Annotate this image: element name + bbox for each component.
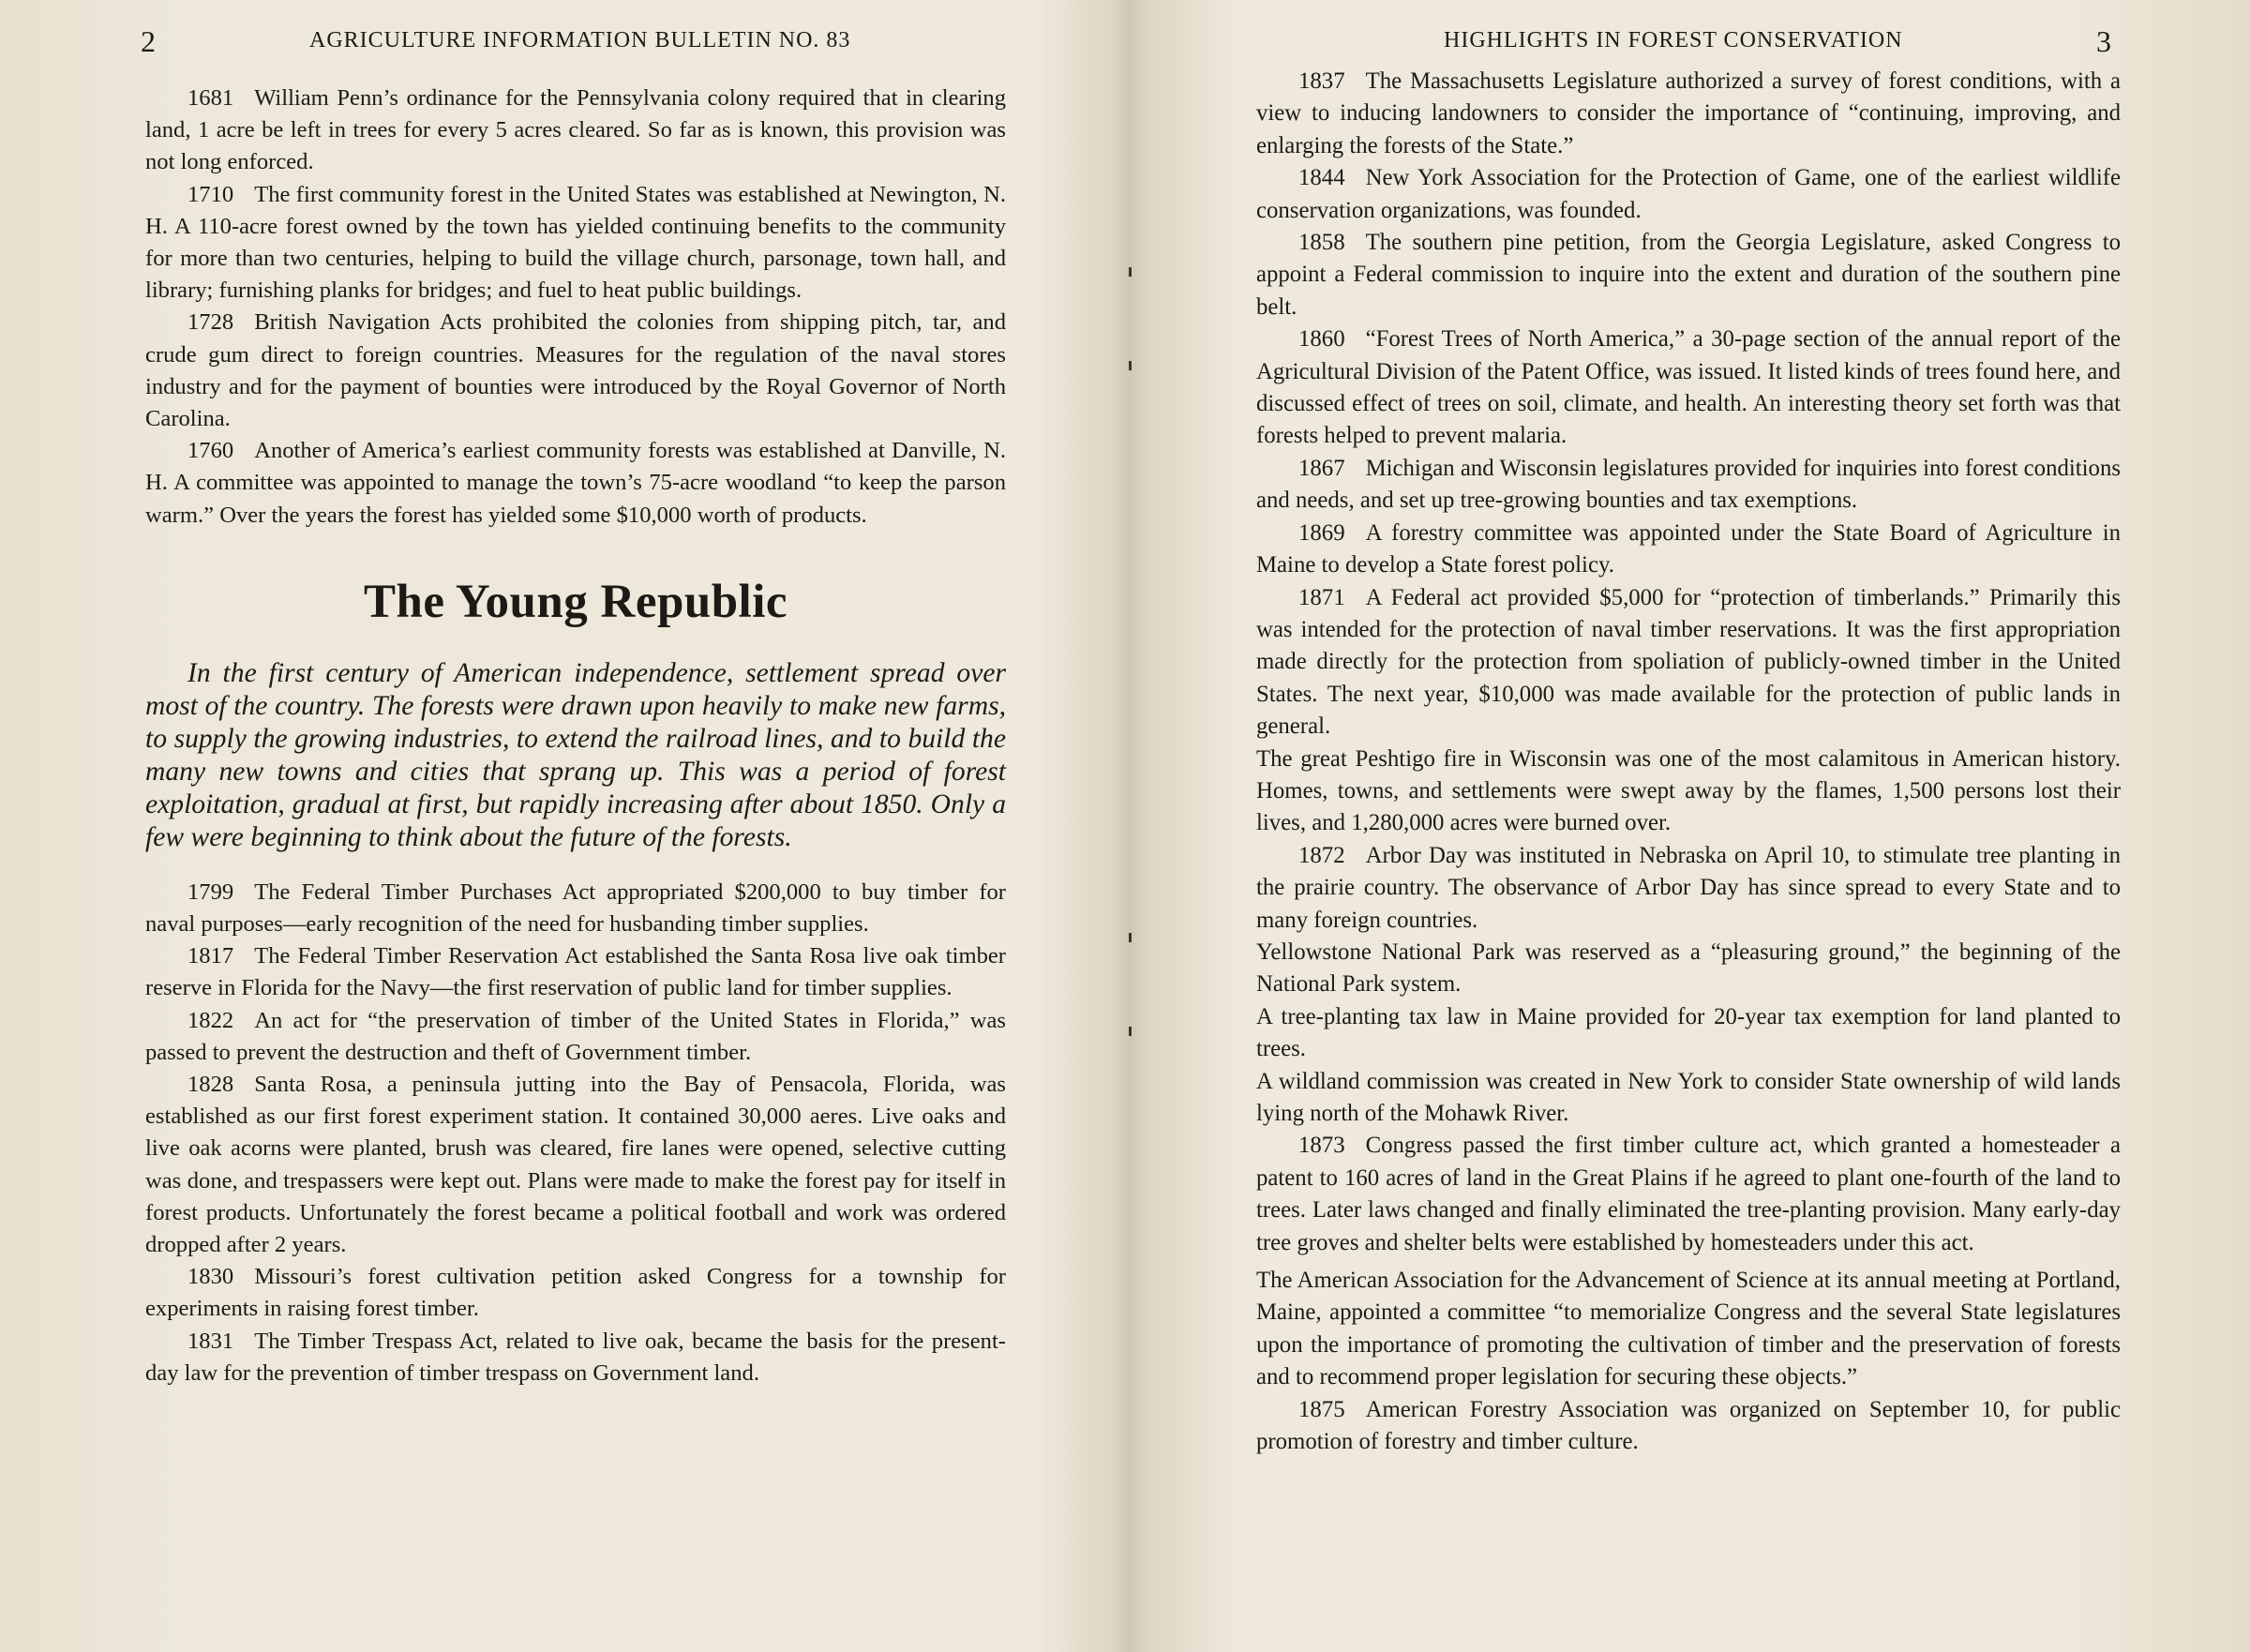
entry-text: “Forest Trees of North America,” a 30-page section of the annual report of the Agricultural Division of the Patent Office, was issued. It listed kinds of trees found here, and discussed effect of trees on soil, climate, and health. An interesting theory set forth was that forests helped to prevent malaria. — [1256, 326, 2121, 449]
timeline-entry — [1256, 453, 2121, 518]
entry-text: Missouri’s forest cultivation petition asked Congress for a township for experiments in raising forest timber. — [145, 1264, 1006, 1322]
entry-year: 1710 — [188, 181, 234, 207]
timeline-entry — [1256, 66, 2121, 162]
timeline-entry — [145, 1005, 1006, 1069]
page-number: 3 — [2096, 24, 2111, 58]
entry-text: A Federal act provided $5,000 for “protection of timberlands.” Primarily this was intended for the protection of naval timber reservations. It was the first appropriation made directly for the protection from spoliation of publicly-owned timber in the United States. The next year, $10,000 was made available for the protection of public lands in general. — [1256, 584, 2121, 740]
entry-text: An act for “the preservation of timber of the United States in Florida,” was passed to prevent the destruction and theft of Government timber. — [145, 1007, 1006, 1065]
entry-text: The Federal Timber Purchases Act appropriated $200,000 to buy timber for naval purposes—early recognition of the need for husbanding timber supplies. — [145, 879, 1006, 938]
entry-text: The American Association for the Advancement of Science at its annual meeting at Portland, Maine, appointed a committee “to memorialize Congress and the several State legislatures upon the importance of promoting the cultivation of timber and the preservation of forests and to recommend proper legislation for securing these objects.” — [1256, 1268, 2121, 1390]
timeline-entry — [145, 307, 1006, 435]
binding-mark — [1129, 361, 1132, 370]
entry-year: 1871 — [1298, 584, 1345, 610]
entry-year: 1872 — [1298, 842, 1345, 868]
entry-year: 1873 — [1298, 1133, 1345, 1159]
entry-year: 1837 — [1298, 68, 1345, 94]
entry-year: 1844 — [1298, 165, 1345, 191]
timeline-entry — [1256, 1130, 2121, 1259]
entry-text: The Timber Trespass Act, related to live oak, became the basis for the present-day law for the prevention of timber trespass on Government land. — [145, 1328, 1006, 1386]
entry-text: British Navigation Acts prohibited the colonies from shipping pitch, tar, and crude gum direct to foreign countries. Measures for the regulation of the naval stores industry and for the payment of bounties were introduced by the Royal Governor of North Carolina. — [145, 309, 1006, 432]
timeline-entry — [1256, 937, 2121, 1001]
entry-year: 1860 — [1298, 326, 1345, 353]
entries-bottom — [145, 877, 1006, 1389]
timeline-entry — [1256, 1394, 2121, 1459]
right-column — [1256, 66, 2121, 1458]
page-number: 2 — [141, 24, 156, 58]
entry-year: 1799 — [188, 879, 234, 905]
entry-text: The first community forest in the United States was established at Newington, N. H. A 110-acre forest owned by the town has yielded continuing benefits to the community for more than two centuries, helping to build the village church, parsonage, town hall, and library; furnishing planks for bridges; and fuel to heat public buildings. — [145, 181, 1006, 304]
timeline-entry — [1256, 1265, 2121, 1394]
entry-year: 1760 — [188, 438, 234, 464]
entry-year: 1728 — [188, 309, 234, 336]
entry-text: Arbor Day was instituted in Nebraska on April 10, to stimulate tree planting in the prairie country. The observance of Arbor Day has since spread to every State and to many foreign countries. — [1256, 842, 2121, 933]
timeline-entry — [1256, 227, 2121, 323]
entry-year: 1828 — [188, 1072, 234, 1098]
entry-text: Congress passed the first timber culture act, which granted a homesteader a patent to 160 acres of land in the Great Plains if he agreed to plant one-fourth of the land to trees. Later laws changed and finally eliminated the tree-planting provision. Many early-day tree groves and shelter belts were established by homesteaders under this act. — [1256, 1133, 2121, 1255]
entry-text: A wildland commission was created in New York to consider State ownership of wild lands lying north of the Mohawk River. — [1256, 1068, 2121, 1126]
timeline-entry — [1256, 518, 2121, 582]
entries-top — [145, 83, 1006, 532]
running-head: HIGHLIGHTS IN FOREST CONSERVATION — [1444, 28, 1903, 53]
timeline-entry — [145, 1326, 1006, 1389]
timeline-entry — [1256, 840, 2121, 937]
timeline-entry — [1256, 1001, 2121, 1066]
entry-text: Another of America’s earliest community forests was established at Danville, N. H. A committee was appointed to manage the town’s 75-acre woodland “to keep the parson warm.” Over the years the forest has yielded some $10,000 worth of products. — [145, 438, 1006, 528]
binding-mark — [1129, 267, 1132, 277]
timeline-entry — [1256, 582, 2121, 743]
entry-year: 1867 — [1298, 455, 1345, 481]
timeline-entry — [145, 877, 1006, 940]
timeline-entry — [1256, 1066, 2121, 1131]
entry-year: 1869 — [1298, 519, 1345, 546]
entry-text: William Penn’s ordinance for the Pennsylvania colony required that in clearing land, 1 acre be left in trees for every 5 acres cleared. So far as is known, this provision was not long enforced. — [145, 85, 1006, 175]
timeline-entry — [145, 1069, 1006, 1261]
entry-year: 1822 — [188, 1007, 234, 1033]
left-column — [145, 83, 1006, 1389]
timeline-entry — [145, 435, 1006, 532]
entry-text: Santa Rosa, a peninsula jutting into the Bay of Pensacola, Florida, was established as our first forest experiment station. It contained 30,000 aeres. Live oaks and live oak acorns were planted, brush was cleared, fire lanes were opened, selective cutting was done, and trespassers were kept out. Plans were made to make the forest pay for itself in forest products. Unfortunately the forest became a political football and work was ordered dropped after 2 years. — [145, 1072, 1006, 1258]
section-intro: In the first century of American independence, settlement spread over most of the country. The forests were drawn upon heavily to make new farms, to supply the growing industries, to extend the railroad lines, and to build the many new towns and cities that sprang up. This was a period of forest exploitation, gradual at first, but rapidly increasing after about 1850. Only a few were beginning to think about the future of the forests. — [145, 657, 1006, 852]
timeline-entry — [145, 83, 1006, 179]
timeline-entry — [145, 940, 1006, 1004]
entry-text: Yellowstone National Park was reserved as a “pleasuring ground,” the beginning of the National Park system. — [1256, 939, 2121, 998]
entry-text: The great Peshtigo fire in Wisconsin was one of the most calamitous in American history. Homes, towns, and settlements were swept away by the flames, 1,500 persons lost their lives, and 1,280,000 acres were burned over. — [1256, 745, 2121, 836]
running-head: AGRICULTURE INFORMATION BULLETIN NO. 83 — [309, 28, 851, 53]
entry-text: The Federal Timber Reservation Act established the Santa Rosa live oak timber reserve in Florida for the Navy—the first reservation of public land for timber supplies. — [145, 943, 1006, 1001]
entry-year: 1858 — [1298, 230, 1345, 256]
entry-text: Michigan and Wisconsin legislatures provided for inquiries into forest conditions and needs, and set up tree-growing bounties and tax exemptions. — [1256, 455, 2121, 514]
entry-year: 1830 — [188, 1264, 234, 1290]
entry-year: 1681 — [188, 85, 234, 111]
right-page — [1125, 0, 2250, 1652]
timeline-entry — [1256, 162, 2121, 227]
entry-text: The southern pine petition, from the Georgia Legislature, asked Congress to appoint a Federal commission to inquire into the extent and duration of the southern pine belt. — [1256, 230, 2121, 320]
timeline-entry — [1256, 323, 2121, 453]
entry-year: 1875 — [1298, 1396, 1345, 1422]
entry-year: 1817 — [188, 943, 234, 969]
timeline-entry — [1256, 743, 2121, 840]
section-title: The Young Republic — [363, 575, 788, 628]
entry-text: New York Association for the Protection of Game, one of the earliest wildlife conservation organizations, was founded. — [1256, 165, 2121, 223]
entry-year: 1831 — [188, 1328, 234, 1354]
timeline-entry — [145, 1261, 1006, 1325]
binding-mark — [1129, 1027, 1132, 1036]
binding-mark — [1129, 933, 1132, 942]
entry-text: A tree-planting tax law in Maine provided for 20-year tax exemption for land planted to trees. — [1256, 1003, 2121, 1062]
timeline-entry — [145, 179, 1006, 308]
entry-text: A forestry committee was appointed under the State Board of Agriculture in Maine to develop a State forest policy. — [1256, 519, 2121, 578]
entry-text: The Massachusetts Legislature authorized a survey of forest conditions, with a view to inducing landowners to consider the importance of “continuing, improving, and enlarging the forests of the State.” — [1256, 68, 2121, 158]
entry-text: American Forestry Association was organized on September 10, for public promotion of forestry and timber culture. — [1256, 1396, 2121, 1455]
